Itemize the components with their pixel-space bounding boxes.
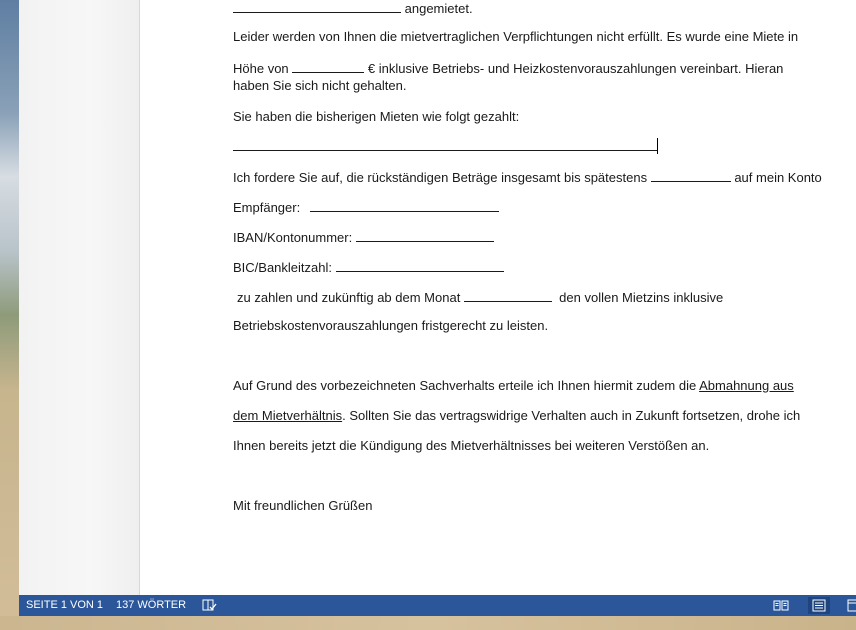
status-bar <box>19 595 856 616</box>
doc-text: Auf Grund des vorbezeichneten Sachverhalts erteile ich Ihnen hiermit zudem die <box>233 378 697 393</box>
doc-line-12: Betriebskostenvorauszahlungen fristgerecht zu leisten. <box>233 318 549 333</box>
doc-line-4: haben Sie sich nicht gehalten. <box>233 78 407 93</box>
hyperlink-mietverhaeltnis[interactable]: dem Mietverhältnis <box>233 408 343 423</box>
doc-text: Ich fordere Sie auf, die rückständigen Beträge insgesamt bis spätestens <box>233 170 648 185</box>
doc-text: € inklusive Betriebs- und Heizkostenvorauszahlungen vereinbart. Hieran <box>367 61 784 76</box>
doc-text: . Sollten Sie das vertragswidrige Verhalten auch in Zukunft fortsetzen, drohe ich <box>342 408 801 423</box>
doc-line-11 <box>237 289 723 306</box>
desktop-background <box>0 0 19 630</box>
doc-line-14 <box>233 408 800 424</box>
recipient-blank-field[interactable] <box>310 199 499 212</box>
doc-line-1 <box>233 0 473 17</box>
doc-text: auf mein Konto <box>734 170 822 185</box>
bic-blank-field[interactable] <box>336 259 504 272</box>
blank-field[interactable] <box>292 60 364 73</box>
closing-line: Mit freundlichen Grüßen <box>233 498 373 513</box>
page-count-status[interactable]: SEITE 1 VON 1 <box>26 599 104 611</box>
doc-line-6 <box>233 138 658 155</box>
recipient-line <box>233 199 499 216</box>
read-mode-icon[interactable] <box>770 597 792 614</box>
iban-blank-field[interactable] <box>356 229 494 242</box>
blank-field[interactable] <box>233 0 401 13</box>
recipient-label: Empfänger: <box>233 200 301 215</box>
word-count-status[interactable]: 137 WÖRTER <box>116 599 187 611</box>
doc-line-15: Ihnen bereits jetzt die Kündigung des Mietverhältnisses bei weiteren Verstößen an. <box>233 438 710 453</box>
proofing-icon[interactable] <box>201 598 217 612</box>
print-layout-icon[interactable] <box>808 597 830 614</box>
doc-text: angemietet. <box>404 1 473 16</box>
document-page[interactable] <box>140 0 856 595</box>
doc-line-7 <box>233 169 822 186</box>
iban-line <box>233 229 494 246</box>
doc-line-5: Sie haben die bisherigen Mieten wie folgt gezahlt: <box>233 109 520 124</box>
doc-text: den vollen Mietzins inklusive <box>559 290 724 305</box>
doc-line-13 <box>233 378 794 394</box>
payment-blank-field[interactable] <box>233 138 657 151</box>
web-layout-icon[interactable] <box>845 597 856 614</box>
bic-line <box>233 259 504 276</box>
desktop-background-bottom <box>0 616 856 630</box>
doc-line-3 <box>233 60 783 77</box>
navigation-pane <box>19 0 140 595</box>
word-window <box>19 0 856 616</box>
doc-line-2: Leider werden von Ihnen die mietvertraglichen Verpflichtungen nicht erfüllt. Es wurde eine Miete in <box>233 29 799 44</box>
text-cursor <box>657 138 658 154</box>
doc-text: Höhe von <box>233 61 289 76</box>
hyperlink-abmahnung[interactable]: Abmahnung aus <box>699 378 794 393</box>
bic-label: BIC/Bankleitzahl: <box>233 260 332 275</box>
blank-field[interactable] <box>651 169 731 182</box>
iban-label: IBAN/Kontonummer: <box>233 230 353 245</box>
month-blank-field[interactable] <box>464 289 552 302</box>
doc-text: zu zahlen und zukünftig ab dem Monat <box>237 290 461 305</box>
